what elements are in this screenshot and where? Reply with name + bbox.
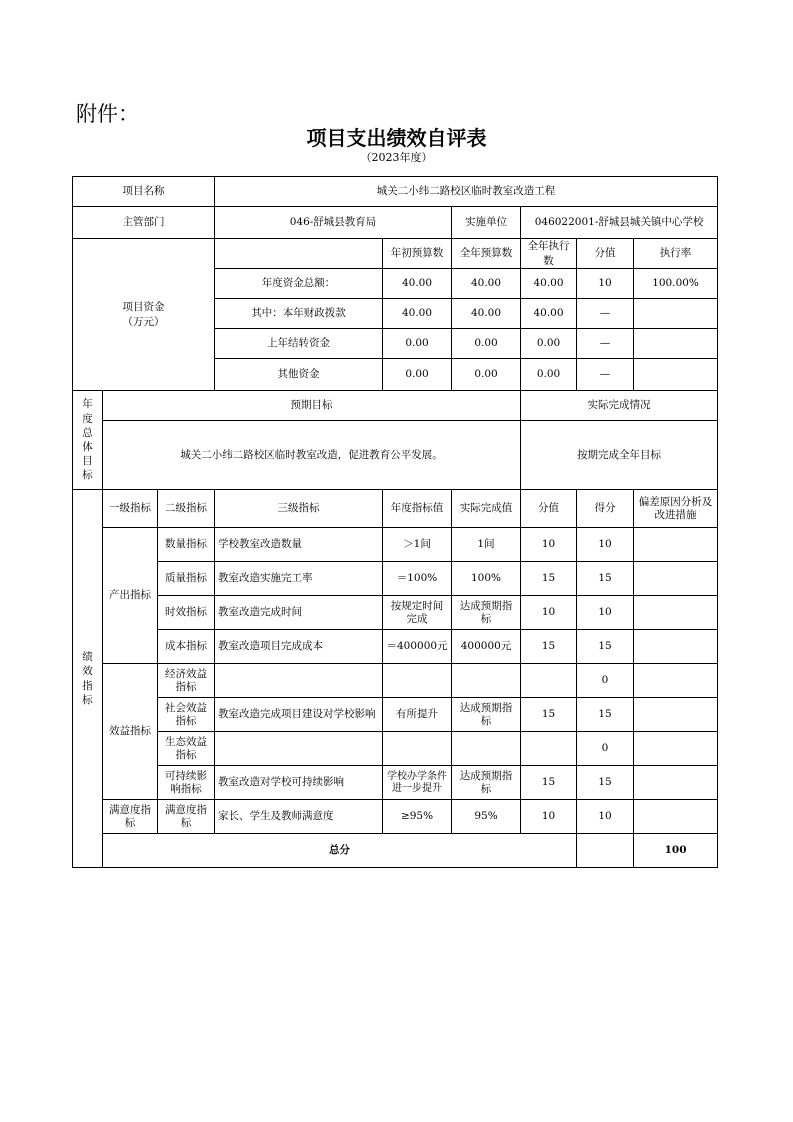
indicator-note (634, 664, 718, 698)
funds-row-annual: 40.00 (452, 269, 521, 299)
funds-row-initial: 40.00 (383, 269, 452, 299)
indicator-row (73, 800, 718, 834)
funds-row-score-value: — (577, 329, 634, 359)
department-value: 046-舒城县教育局 (215, 207, 452, 239)
funds-row-label: 年度资金总额： (215, 269, 383, 299)
indicator-actual: 达成预期指标 (452, 596, 521, 630)
indicator-score: 10 (577, 528, 634, 562)
goals-label: 年度总体目标 (73, 391, 103, 490)
indicator-level2: 可持续影响指标 (158, 766, 215, 800)
indicator-actual: 1间 (452, 528, 521, 562)
indicator-level2: 经济效益指标 (158, 664, 215, 698)
indicator-score: 15 (577, 630, 634, 664)
indicator-level2: 社会效益指标 (158, 698, 215, 732)
indicator-level3: 教室改造项目完成成本 (215, 630, 383, 664)
funds-row-initial: 40.00 (383, 299, 452, 329)
indicator-row (73, 732, 718, 766)
goals-header-row (73, 391, 718, 421)
indicator-note (634, 732, 718, 766)
funds-label (73, 239, 215, 391)
funds-row-rate (634, 329, 718, 359)
indicator-level3: 学校教室改造数量 (215, 528, 383, 562)
indicator-level3: 教室改造完成项目建设对学校影响 (215, 698, 383, 732)
unit-value: 046022001-舒城县城关镇中心学校 (521, 207, 718, 239)
indicator-actual (452, 664, 521, 698)
indicator-note (634, 800, 718, 834)
indicators-header-score: 得分 (577, 490, 634, 528)
indicator-level3: 教室改造完成时间 (215, 596, 383, 630)
indicator-target: ＝100% (383, 562, 452, 596)
funds-header-row (73, 239, 718, 269)
indicator-value: 15 (521, 766, 577, 800)
funds-row-label: 其中：本年财政拨款 (215, 299, 383, 329)
indicator-score: 10 (577, 596, 634, 630)
funds-row-score-value: 10 (577, 269, 634, 299)
indicators-header-level1: 一级指标 (103, 490, 158, 528)
indicator-row (73, 562, 718, 596)
indicator-target: 学校办学条件进一步提升 (383, 766, 452, 800)
indicator-level3 (215, 664, 383, 698)
indicator-target: 有所提升 (383, 698, 452, 732)
output-indicators-label: 产出指标 (103, 528, 158, 664)
funds-header-executed: 全年执行数 (521, 239, 577, 269)
total-label: 总分 (103, 834, 577, 868)
indicator-level2: 满意度指标 (158, 800, 215, 834)
indicator-value (521, 732, 577, 766)
project-name-value: 城关二小纬二路校区临时教室改造工程 (215, 177, 718, 207)
indicator-row (73, 698, 718, 732)
indicator-level2: 数量指标 (158, 528, 215, 562)
indicator-target (383, 732, 452, 766)
indicators-header-level2: 二级指标 (158, 490, 215, 528)
funds-row-label: 其他资金 (215, 359, 383, 391)
indicator-note (634, 562, 718, 596)
indicator-value: 10 (521, 596, 577, 630)
indicator-target: ≥95% (383, 800, 452, 834)
project-name-row (73, 177, 718, 207)
goals-actual-text: 按期完成全年目标 (521, 421, 718, 490)
goals-actual-label: 实际完成情况 (521, 391, 718, 421)
indicator-actual: 达成预期指标 (452, 766, 521, 800)
indicators-header-target: 年度指标值 (383, 490, 452, 528)
funds-row-rate: 100.00% (634, 269, 718, 299)
indicator-score: 10 (577, 800, 634, 834)
indicator-level2: 成本指标 (158, 630, 215, 664)
funds-row-annual: 0.00 (452, 359, 521, 391)
evaluation-table (72, 176, 718, 868)
funds-header-initial: 年初预算数 (383, 239, 452, 269)
funds-row-annual: 0.00 (452, 329, 521, 359)
indicator-level3: 家长、学生及教师满意度 (215, 800, 383, 834)
page-title: 项目支出绩效自评表 (306, 126, 487, 150)
goals-content-row (73, 421, 718, 490)
funds-row-executed: 40.00 (521, 269, 577, 299)
indicator-target (383, 664, 452, 698)
indicator-value (521, 664, 577, 698)
total-blank (577, 834, 634, 868)
indicator-target: ＝400000元 (383, 630, 452, 664)
funds-row-label: 上年结转资金 (215, 329, 383, 359)
indicator-value: 15 (521, 562, 577, 596)
benefit-indicators-label: 效益指标 (103, 664, 158, 800)
indicators-header-note: 偏差原因分析及改进措施 (634, 490, 718, 528)
indicator-actual: 100% (452, 562, 521, 596)
indicators-header-row (73, 490, 718, 528)
funds-header-score-value: 分值 (577, 239, 634, 269)
indicators-header-level3: 三级指标 (215, 490, 383, 528)
funds-row-initial: 0.00 (383, 359, 452, 391)
indicator-score: 0 (577, 664, 634, 698)
indicator-score: 15 (577, 698, 634, 732)
indicator-level3: 教室改造对学校可持续影响 (215, 766, 383, 800)
year-subtitle: （2023年度） (360, 151, 433, 164)
unit-label: 实施单位 (452, 207, 521, 239)
indicator-target: ＞1间 (383, 528, 452, 562)
funds-row-rate (634, 359, 718, 391)
indicator-level2: 质量指标 (158, 562, 215, 596)
funds-row-annual: 40.00 (452, 299, 521, 329)
funds-row-executed: 40.00 (521, 299, 577, 329)
funds-row-score-value: — (577, 359, 634, 391)
indicator-row (73, 664, 718, 698)
indicator-score: 15 (577, 562, 634, 596)
funds-row-executed: 0.00 (521, 359, 577, 391)
department-row (73, 207, 718, 239)
indicator-score: 15 (577, 766, 634, 800)
indicator-value: 15 (521, 698, 577, 732)
funds-row-score-value: — (577, 299, 634, 329)
indicator-row (73, 596, 718, 630)
goals-expected-text: 城关二小纬二路校区临时教室改造，促进教育公平发展。 (103, 421, 521, 490)
funds-row-initial: 0.00 (383, 329, 452, 359)
indicator-row (73, 766, 718, 800)
funds-header-annual: 全年预算数 (452, 239, 521, 269)
funds-row-executed: 0.00 (521, 329, 577, 359)
indicators-header-value: 分值 (521, 490, 577, 528)
funds-header-rate: 执行率 (634, 239, 718, 269)
funds-unit-text: （万元） (122, 315, 165, 328)
funds-header-blank (215, 239, 383, 269)
indicator-note (634, 528, 718, 562)
indicator-score: 0 (577, 732, 634, 766)
indicator-note (634, 766, 718, 800)
indicators-label: 绩效指标 (73, 490, 103, 868)
indicator-value: 10 (521, 528, 577, 562)
indicator-level2: 时效指标 (158, 596, 215, 630)
indicator-actual: 400000元 (452, 630, 521, 664)
department-label: 主管部门 (73, 207, 215, 239)
indicators-header-actual: 实际完成值 (452, 490, 521, 528)
indicator-value: 15 (521, 630, 577, 664)
indicator-level3 (215, 732, 383, 766)
goals-expected-label: 预期目标 (103, 391, 521, 421)
funds-row-rate (634, 299, 718, 329)
total-value: 100 (634, 834, 718, 868)
attachment-label: 附件： (76, 102, 139, 126)
satisfaction-indicators-label: 满意度指标 (103, 800, 158, 834)
indicator-row (73, 630, 718, 664)
indicator-note (634, 630, 718, 664)
indicator-level2: 生态效益指标 (158, 732, 215, 766)
indicator-target: 按规定时间完成 (383, 596, 452, 630)
indicator-actual: 达成预期指标 (452, 698, 521, 732)
indicator-level3: 教室改造实施完工率 (215, 562, 383, 596)
indicator-actual: 95% (452, 800, 521, 834)
funds-label-text: 项目资金 (122, 301, 165, 314)
indicator-value: 10 (521, 800, 577, 834)
total-row (73, 834, 718, 868)
indicator-actual (452, 732, 521, 766)
indicator-row (73, 528, 718, 562)
indicator-note (634, 596, 718, 630)
indicator-note (634, 698, 718, 732)
project-name-label: 项目名称 (73, 177, 215, 207)
